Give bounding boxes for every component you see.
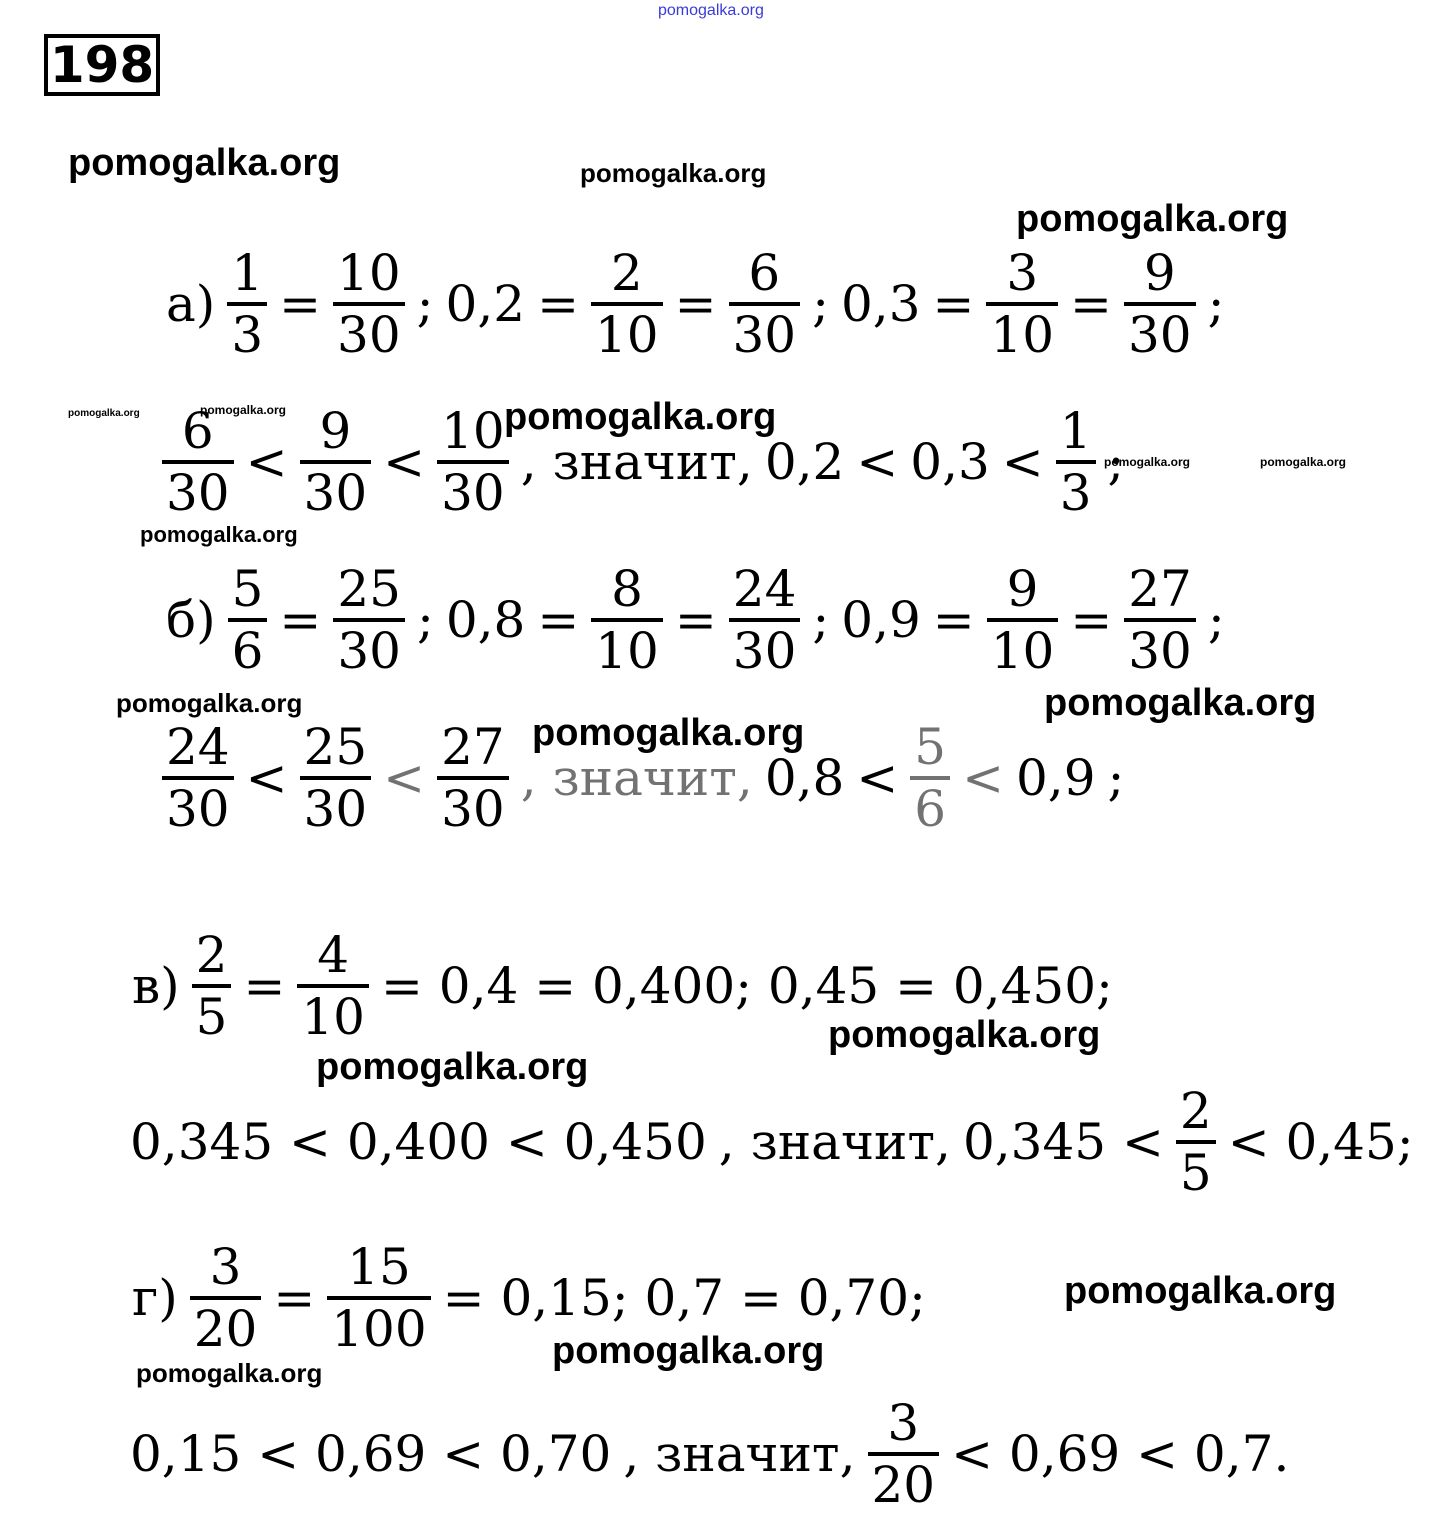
fraction: $\frac{27}{30}$ xyxy=(1124,562,1196,678)
part-d-comparison: 0,15 < 0,69 < 0,70 , значит, $\frac{3}{20}$ < 0,69 < 0,7. xyxy=(130,1394,1290,1514)
watermark: pomogalka.org xyxy=(532,712,805,754)
watermark: pomogalka.org xyxy=(200,403,287,417)
problem-number: 198 xyxy=(44,34,160,96)
watermark: pomogalka.org xyxy=(580,158,767,188)
fraction: $\frac{9}{30}$ xyxy=(300,404,372,520)
part-label: а) xyxy=(166,275,216,333)
watermark: pomogalka.org xyxy=(1044,682,1317,724)
fraction: $\frac{4}{10}$ xyxy=(297,928,369,1044)
watermark: pomogalka.org xyxy=(504,396,777,438)
fraction: $\frac{8}{10}$ xyxy=(591,562,663,678)
fraction: $\frac{25}{30}$ xyxy=(333,562,405,678)
watermark: pomogalka.org xyxy=(1260,455,1347,469)
watermark: pomogalka.org xyxy=(552,1330,825,1372)
part-a-comparison: $\frac{6}{30}$ < $\frac{9}{30}$ < $\frac{10}{30}$ , значит, 0,2 < 0,3 < $\frac{1}{3}$ ; xyxy=(156,404,1130,520)
fraction: $\frac{3}{20}$ xyxy=(190,1240,262,1356)
fraction: $\frac{24}{30}$ xyxy=(729,562,801,678)
fraction: $\frac{6}{30}$ xyxy=(162,404,234,520)
watermark: pomogalka.org xyxy=(1016,198,1289,240)
fraction: $\frac{27}{30}$ xyxy=(437,720,509,836)
fraction: $\frac{15}{100}$ xyxy=(327,1240,430,1356)
fraction: $\frac{1}{3}$ xyxy=(1056,404,1096,520)
part-label: г) xyxy=(132,1269,178,1327)
fraction: $\frac{9}{10}$ xyxy=(987,562,1059,678)
fraction: $\frac{10}{30}$ xyxy=(333,246,405,362)
fraction: $\frac{2}{5}$ xyxy=(1176,1084,1216,1200)
fraction: $\frac{1}{3}$ xyxy=(227,246,267,362)
fraction: $\frac{10}{30}$ xyxy=(437,404,509,520)
watermark: pomogalka.org xyxy=(316,1046,589,1088)
part-b-equalities: б) $\frac{5}{6}$ = $\frac{25}{30}$ ; 0,8 = $\frac{8}{10}$ = $\frac{24}{30}$ ; 0,9 = $\frac{9}{10}$ = $\frac{27}{30}$ ; xyxy=(166,560,1225,680)
part-c-comparison: 0,345 < 0,400 < 0,450 , значит, 0,345 < $\frac{2}{5}$ < 0,45; xyxy=(130,1082,1414,1202)
part-b-comparison: $\frac{24}{30}$ < $\frac{25}{30}$ < $\frac{27}{30}$ , значит, 0,8 < $\frac{5}{6}$ < 0,9 ; xyxy=(156,720,1130,836)
watermark: pomogalka.org xyxy=(140,522,298,547)
watermark: pomogalka.org xyxy=(116,688,303,718)
fraction: $\frac{5}{6}$ xyxy=(228,562,268,678)
watermark: pomogalka.org xyxy=(1104,455,1191,469)
fraction: $\frac{6}{30}$ xyxy=(729,246,801,362)
watermark-top: pomogalka.org xyxy=(658,2,764,19)
fraction: $\frac{24}{30}$ xyxy=(162,720,234,836)
watermark: pomogalka.org xyxy=(828,1014,1101,1056)
part-a-equalities: а) $\frac{1}{3}$ = $\frac{10}{30}$ ; 0,2 = $\frac{2}{10}$ = $\frac{6}{30}$ ; 0,3 = $\frac{3}{10}$ = $\frac{9}{30}$ ; xyxy=(166,244,1225,364)
fraction: $\frac{3}{20}$ xyxy=(868,1396,940,1512)
part-label: б) xyxy=(166,591,216,649)
part-d-equalities: г) $\frac{3}{20}$ = $\frac{15}{100}$ = 0,15; 0,7 = 0,70; xyxy=(132,1238,926,1358)
part-label: в) xyxy=(132,957,180,1015)
watermark: pomogalka.org xyxy=(68,408,140,419)
watermark: pomogalka.org xyxy=(68,142,341,184)
fraction: $\frac{25}{30}$ xyxy=(300,720,372,836)
fraction: $\frac{3}{10}$ xyxy=(986,246,1058,362)
fraction: $\frac{5}{6}$ xyxy=(910,720,950,836)
fraction: $\frac{9}{30}$ xyxy=(1124,246,1196,362)
fraction: $\frac{2}{10}$ xyxy=(591,246,663,362)
watermark: pomogalka.org xyxy=(1064,1270,1337,1312)
watermark: pomogalka.org xyxy=(136,1358,323,1388)
part-c-equalities: в) $\frac{2}{5}$ = $\frac{4}{10}$ = 0,4 = 0,400; 0,45 = 0,450; xyxy=(132,926,1113,1046)
fraction: $\frac{2}{5}$ xyxy=(192,928,232,1044)
